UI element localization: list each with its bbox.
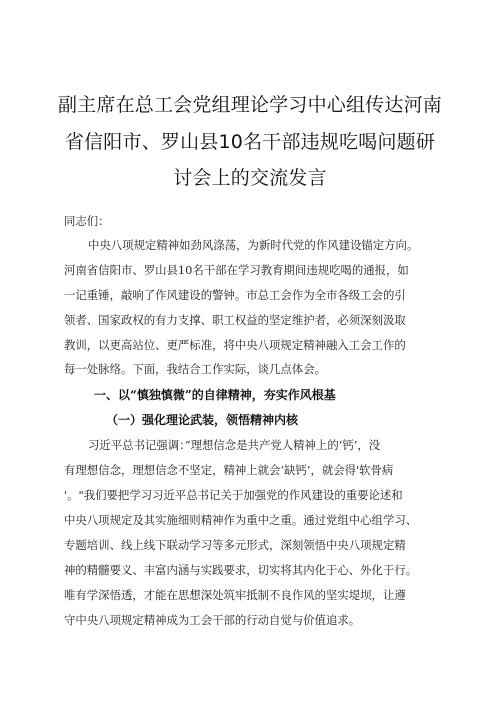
document-title-line-2: 省信阳市、罗山县10名干部违规吃喝问题研 [64, 131, 436, 153]
paragraph-2-line-1: 习近平总书记强调：”理想信念是共产党人精神上的‘钙’，没 [88, 438, 381, 452]
paragraph-2-line-2: 有理想信念，理想信念不坚定，精神上就会‘缺钙’，就会得'软骨病 [64, 463, 394, 477]
section-heading-1: 一、以“慎独慎微”的自律精神，夯实作风根基 [94, 388, 336, 402]
subsection-heading-1-1: （一）强化理论武装，领悟精神内核 [106, 413, 299, 427]
paragraph-2-line-5: 专题培训、线上线下联动学习等多元形式，深刻领悟中央八项规定精 [64, 538, 406, 552]
paragraph-2-line-3: '。"我们要把学习习近平总书记关于加强党的作风建设的重要论述和 [64, 488, 403, 502]
paragraph-1-line-3: 一记重锤，敲响了作风建设的警钟。市总工会作为全市各级工会的引 [64, 288, 406, 302]
paragraph-2-line-7: 唯有学深悟透，才能在思想深处筑牢抵制不良作风的坚实堤坝，让遵 [64, 588, 406, 602]
paragraph-1-line-6: 每一处脉络。下面，我结合工作实际，谈几点体会。 [64, 362, 326, 376]
paragraph-1-line-2: 河南省信阳市、罗山县10名干部在学习教育期间违规吃喝的通报，如 [64, 263, 409, 277]
document-title-line-3: 讨会上的交流发言 [173, 167, 327, 189]
greeting: 同志们： [64, 214, 110, 228]
paragraph-1-line-1: 中央八项规定精神如劲风涤荡，为新时代党的作风建设锚定方向。 [88, 238, 419, 252]
paragraph-2-line-4: 中央八项规定及其实施细则精神作为重中之重。通过党组中心组学习、 [64, 513, 418, 527]
paragraph-1-line-4: 领者、国家政权的有力支撑、职工权益的坚定维护者，必须深刻汲取 [64, 313, 406, 327]
paragraph-2-line-6: 神的精髓要义、丰富内涵与实践要求，切实将其内化于心、外化于行。 [64, 563, 418, 577]
document-title-line-1: 副主席在总工会党组理论学习中心组传达河南 [57, 94, 442, 116]
paragraph-2-line-8: 守中央八项规定精神成为工会干部的行动自觉与价值追求。 [64, 613, 361, 627]
paragraph-1-line-5: 教训，以更高站位、更严标准，将中央八项规定精神融入工会工作的 [64, 338, 406, 352]
